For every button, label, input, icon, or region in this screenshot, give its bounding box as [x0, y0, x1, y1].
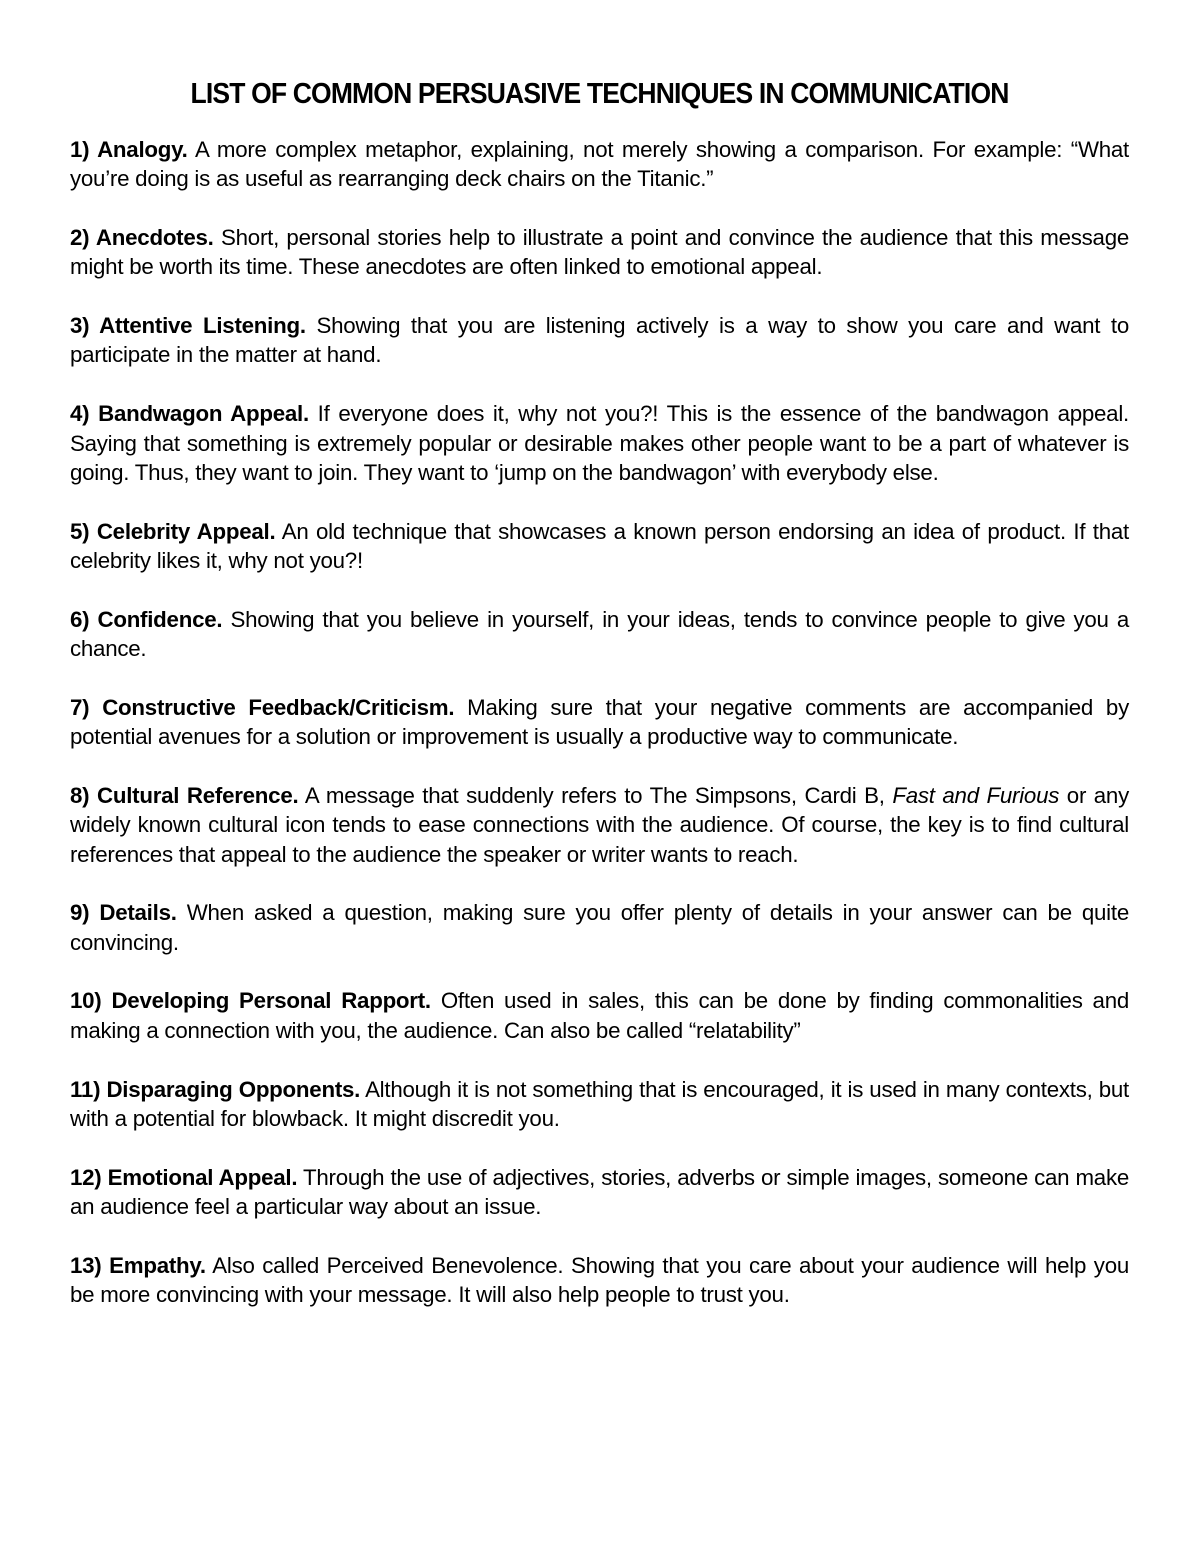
- technique-description: If everyone does it, why not you?! This is the essence of the bandwagon appeal. Saying that something is extremely popular or desirable makes other people want to be a part of whatever is going. Thus, they want to join. They want to ‘jump on the bandwagon’ with everybody else.: [70, 401, 1129, 485]
- italic-title-reference: Fast and Furious: [892, 782, 1060, 808]
- technique-heading: [70, 695, 454, 720]
- technique-number: 3): [70, 313, 90, 339]
- technique-name: Empathy.: [109, 1252, 206, 1278]
- technique-entry-bandwagon-appeal: [70, 399, 1129, 487]
- technique-description: Making sure that your negative comments are accompanied by potential avenues for a solution or improvement is usually a productive way to communicate.: [70, 694, 1129, 750]
- technique-description: Although it is not something that is encouraged, it is used in many contexts, but with a potential for blowback. It might discredit you.: [70, 1076, 1129, 1131]
- technique-name: Emotional Appeal.: [107, 1164, 298, 1190]
- technique-number: 6): [70, 606, 90, 632]
- technique-entry-emotional-appeal: [70, 1163, 1129, 1222]
- technique-description: Short, personal stories help to illustrate a point and convince the audience that this message might be worth its time. These anecdotes are often linked to emotional appeal.: [70, 225, 1130, 280]
- technique-entry-disparaging-opponents: [70, 1075, 1129, 1134]
- technique-number: 1): [70, 137, 90, 162]
- technique-entry-celebrity-appeal: [70, 517, 1129, 576]
- document-page: [70, 76, 1129, 1339]
- technique-number: 9): [70, 900, 90, 926]
- technique-number: 12): [70, 1164, 102, 1190]
- technique-description: A more complex metaphor, explaining, not merely showing a comparison. For example: “What you’re doing is as useful as rearranging deck chairs on the Titanic.”: [70, 137, 1129, 192]
- technique-description: Showing that you believe in yourself, in your ideas, tends to convince people to give you a chance.: [70, 606, 1129, 662]
- technique-number: 11): [70, 1076, 101, 1102]
- technique-name: Analogy.: [97, 137, 188, 162]
- technique-heading: [70, 1165, 297, 1190]
- technique-heading: [70, 900, 177, 925]
- technique-entry-constructive-feedback: [70, 693, 1129, 752]
- technique-heading: [70, 313, 306, 338]
- technique-description: Through the use of adjectives, stories, adverbs or simple images, someone can make an audience feel a particular way about an issue.: [70, 1164, 1130, 1219]
- technique-number: 10): [70, 988, 102, 1014]
- technique-number: 5): [70, 518, 90, 544]
- technique-name: Details.: [99, 900, 177, 926]
- technique-entry-attentive-listening: [70, 311, 1129, 370]
- technique-name: Constructive Feedback/Criticism.: [102, 694, 455, 720]
- technique-heading: [70, 1077, 360, 1102]
- description-text: or any widely known cultural icon tends to ease connections with the audience. Of course, the key is to find cultural references that appeal to the audience the speaker or writer wants to reach.: [70, 782, 1129, 867]
- technique-description: Showing that you are listening actively is a way to show you care and want to participate in the matter at hand.: [70, 313, 1129, 368]
- technique-entry-details: [70, 898, 1129, 957]
- technique-number: 4): [70, 401, 90, 427]
- technique-name: Celebrity Appeal.: [96, 518, 276, 544]
- technique-entry-anecdotes: [70, 223, 1129, 282]
- technique-entry-analogy: [70, 135, 1129, 194]
- technique-name: Confidence.: [97, 606, 223, 632]
- technique-entry-personal-rapport: [70, 986, 1129, 1045]
- technique-heading: [70, 1253, 206, 1278]
- technique-number: 8): [70, 782, 90, 808]
- technique-name: Disparaging Opponents.: [106, 1076, 361, 1102]
- technique-heading: [70, 225, 214, 250]
- technique-name: Cultural Reference.: [97, 782, 299, 808]
- technique-name: Bandwagon Appeal.: [98, 401, 309, 427]
- technique-entry-confidence: [70, 605, 1129, 664]
- technique-entry-empathy: [70, 1251, 1129, 1310]
- technique-heading: [70, 988, 431, 1013]
- technique-name: Anecdotes.: [95, 225, 214, 251]
- technique-name: Developing Personal Rapport.: [111, 988, 431, 1014]
- technique-heading: [70, 519, 275, 544]
- description-text: A message that suddenly refers to The Simpsons, Cardi B,: [304, 782, 893, 808]
- technique-heading: [70, 137, 188, 162]
- technique-description: When asked a question, making sure you offer plenty of details in your answer can be quite convincing.: [70, 900, 1129, 955]
- technique-number: 7): [70, 694, 90, 720]
- technique-entry-cultural-reference: [70, 781, 1129, 869]
- document-title: LIST OF COMMON PERSUASIVE TECHNIQUES IN COMMUNICATION: [190, 78, 1009, 110]
- technique-name: Attentive Listening.: [99, 313, 306, 339]
- technique-number: 13): [70, 1252, 102, 1278]
- technique-description: Often used in sales, this can be done by finding commonalities and making a connection with you, the audience. Can also be called “relatability”: [70, 988, 1129, 1043]
- technique-heading: [70, 783, 298, 808]
- technique-description: An old technique that showcases a known person endorsing an idea of product. If that celebrity likes it, why not you?!: [70, 518, 1129, 573]
- technique-description: Also called Perceived Benevolence. Showing that you care about your audience will help you be more convincing with your message. It will also help people to trust you.: [70, 1252, 1129, 1308]
- technique-heading: [70, 607, 222, 632]
- technique-number: 2): [70, 225, 90, 251]
- technique-heading: [70, 401, 309, 426]
